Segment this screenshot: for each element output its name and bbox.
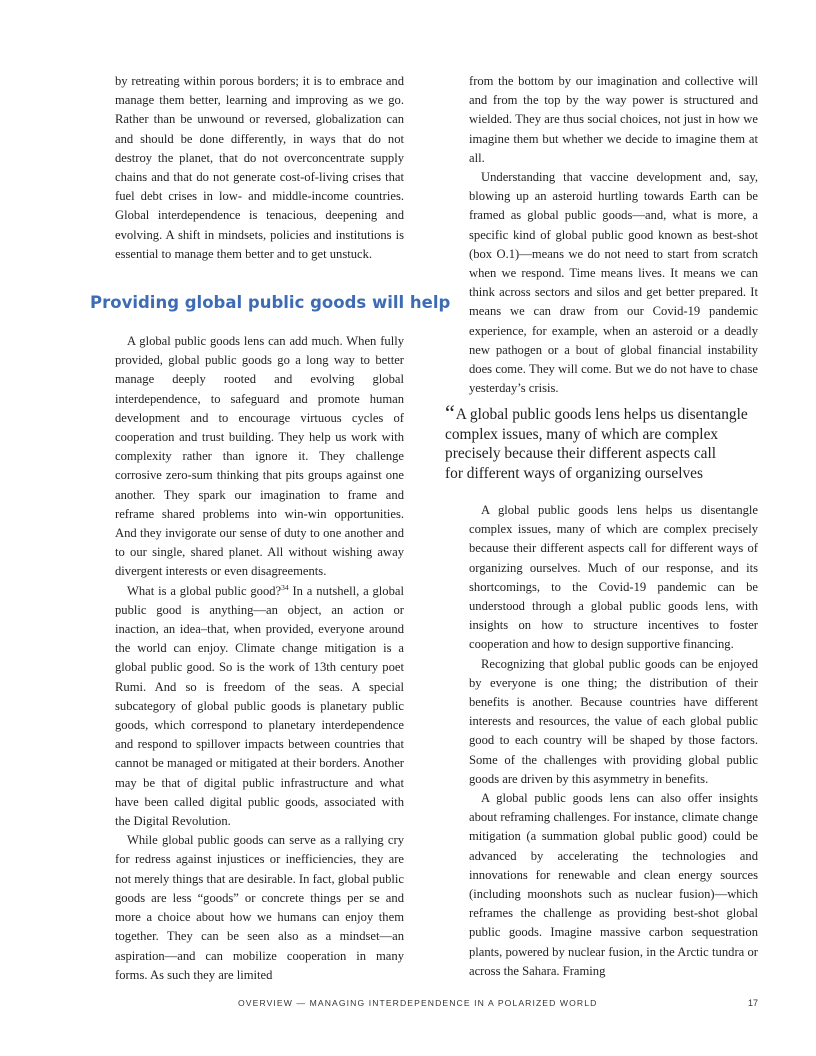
right-column-top	[469, 72, 758, 398]
paragraph-question: What is a global public good?	[127, 583, 282, 598]
paragraph	[115, 582, 404, 832]
right-column-bottom	[469, 501, 758, 981]
pull-quote-line: complex issues, many of which are complex	[445, 425, 719, 443]
paragraph-text: In a nutshell, a global public good is anything—an object, an action or inaction, an idea–that, when provided, everyone around the world can enjoy. Climate change mitigation is a global public good. So is the work of 13th century poet Rumi. And so is freedom of the seas. A special subcategory of global public goods is planetary public goods, which correspond to planetary interdependence and respond to spillover impacts between countries that cannot be managed or mitigated at their borders. Another may be that of digital public infrastructure and what have been called digital public goods, associated with the Digital Revolution.	[115, 583, 404, 829]
pull-quote-line: precisely because their different aspects call	[445, 445, 717, 463]
paragraph: Understanding that vaccine development and, say, blowing up an asteroid hurtling towards Earth can be framed as global public goods—and, what is more, a specific kind of global public good known as best-shot (box O.1)—means we do not need to start from scratch when we respond. Time means lives. It means we can think across sectors and silos and get better prepared. It means we can draw from our Covid-19 pandemic experience, for example, when an asteroid or a deadly new pathogen or a bout of global financial instability does come. They will come. But we do not have to chase yesterday’s crisis.	[469, 170, 758, 396]
footnote-marker[interactable]: 34	[281, 582, 289, 592]
paragraph: While global public goods can serve as a rallying cry for redress against injustices or inefficiencies, they are not merely things that are desirable. In fact, global public goods are less “goods” or concrete things per se and more a choice about how we humans can enjoy them together. They can be seen also as a mindset—an aspiration—and can mobilize cooperation in many forms. As such they are limited	[115, 833, 404, 982]
pull-quote	[445, 400, 775, 483]
pull-quote-line: “A global public goods lens helps us disentangle	[445, 400, 748, 425]
running-footer: OVERVIEW — MANAGING INTERDEPENDENCE IN A POLARIZED WORLD	[238, 998, 598, 1008]
paragraph-intro: by retreating within porous borders; it is to embrace and manage them better, learning and improving as we go. Rather than be unwound or reversed, globalization can and should be done differently, in ways that do not destroy the planet, that do not overconcentrate supply chains and that do not generate cost-of-living crises that fuel debt crises in low- and middle-income countries. Global interdependence is tenacious, deepening and evolving. A shift in mindsets, policies and institutions is essential to manage them better and to get unstuck.	[115, 74, 404, 261]
paragraph: Recognizing that global public goods can be enjoyed by everyone is one thing; the distribution of their benefits is another. Because countries have different interests and resources, the value of each global public good to each country will be shaped by those factors. Some of the challenges with providing global public goods are driven by this asymmetry in benefits.	[469, 656, 758, 786]
pull-quote-line: for different ways of organizing ourselves	[445, 464, 704, 482]
open-quote-mark: “	[445, 400, 455, 425]
page-number: 17	[748, 998, 759, 1008]
section-heading: Providing global public goods will help	[90, 293, 451, 312]
paragraph: A global public goods lens helps us disentangle complex issues, many of which are complex precisely because their different aspects call for different ways of organizing ourselves. Much of our response, and its shortcomings, to the Covid-19 pandemic can be understood through a global public goods lens, with insights on how to structure incentives to foster cooperation and how to design supportive financing.	[469, 503, 758, 652]
left-column-body	[115, 332, 404, 985]
paragraph: A global public goods lens can also offer insights about reframing challenges. For instance, climate change mitigation (a summation global public good) could be advanced by accelerating the technologies and innovations for renewable and clean energy sources (including moonshots such as nuclear fusion)—which reframes the challenge as providing best-shot global public goods. Imagine massive carbon sequestration plants, powered by nuclear fusion, in the Arctic tundra or across the Sahara. Framing	[469, 791, 758, 978]
paragraph: A global public goods lens can add much. When fully provided, global public goods go a long way to better manage deeply rooted and evolving global interdependence, to safeguard and promote human development and to encourage virtuous cycles of cooperation and trust building. They help us work with complexity rather than ignore it. They challenge corrosive zero-sum thinking that pits groups against one another. They spark our imagination to frame and reframe shared problems into win-win opportunities. And they invigorate our sense of duty to one another and to our single, shared planet. All without wishing away divergent interests or even disagreements.	[115, 334, 404, 579]
paragraph: from the bottom by our imagination and collective will and from the top by the way power is structured and wielded. They are thus social choices, not just in how we imagine them but whether we decide to imagine them at all.	[469, 74, 758, 165]
left-column-top	[115, 72, 404, 264]
